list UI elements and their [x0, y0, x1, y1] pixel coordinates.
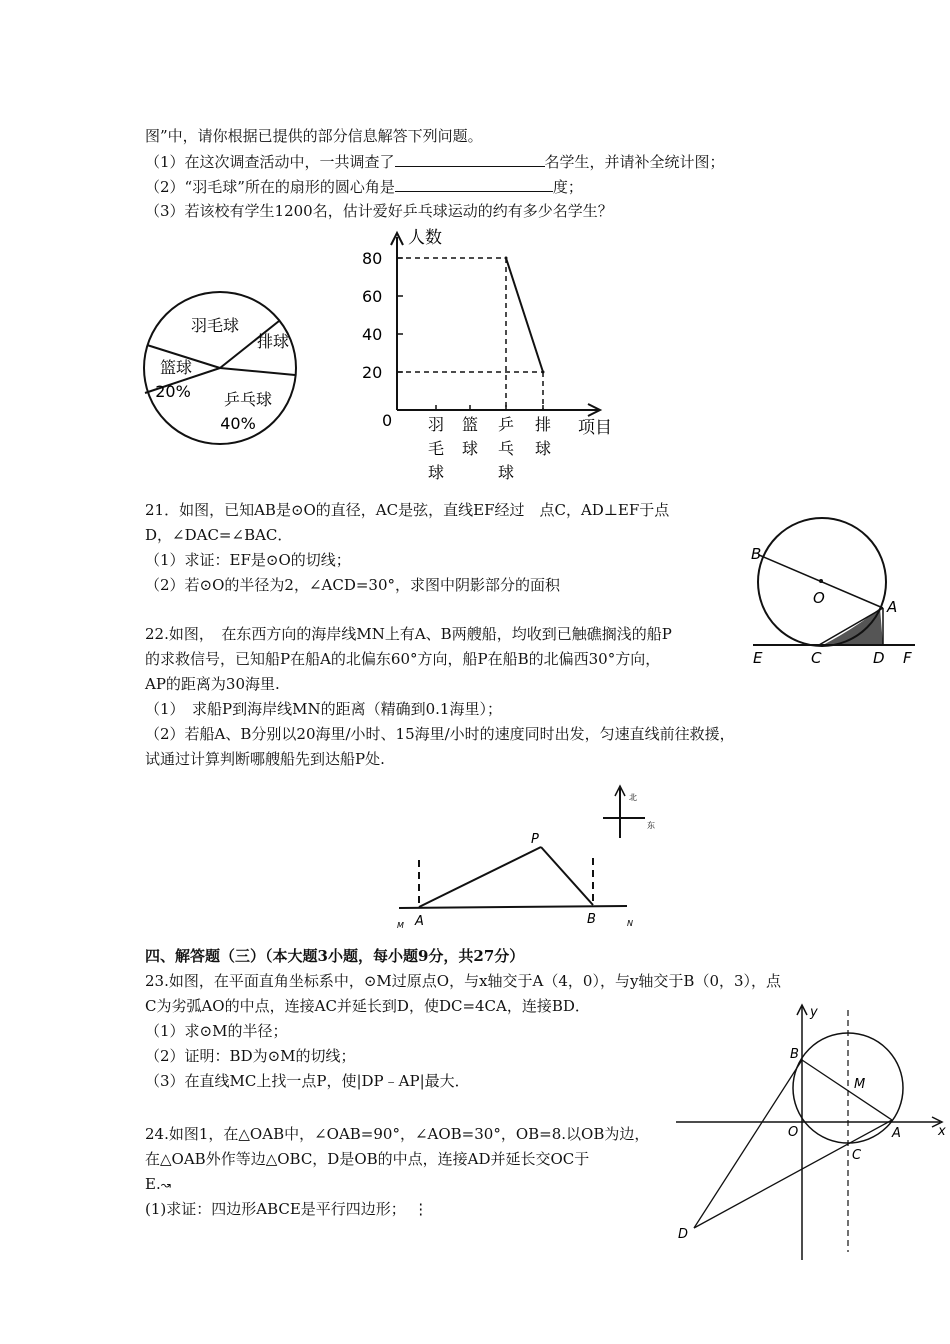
q24-part1: (1)求证：四边形ABCE是平行四边形； ⋮: [145, 1200, 429, 1218]
pie-label-volleyball: 排球: [256, 332, 290, 351]
q23-part1: （1）求⊙M的半径；: [145, 1022, 288, 1040]
label-p: P: [531, 832, 539, 847]
label-n: N: [627, 919, 633, 928]
label-f: F: [903, 649, 912, 667]
label-a: A: [892, 1126, 901, 1141]
label-m: M: [854, 1077, 866, 1092]
segment-ap: [419, 847, 541, 907]
q22-line1: 22.如图， 在东西方向的海岸线MN上有A、B两艘船，均收到已触礁搁浅的船P: [145, 625, 672, 643]
y-tick-label: 0: [382, 411, 393, 430]
pie-percent-pingpong: 40%: [220, 414, 256, 433]
q23-line2: C为劣弧AO的中点，连接AC并延长到D，使DC=4CA，连接BD．: [145, 997, 590, 1015]
label-o: O: [788, 1125, 799, 1140]
compass-east-label: 东: [647, 821, 655, 830]
q21-line1: 21．如图，已知AB是⊙O的直径，AC是弦，直线EF经过 点C，AD⊥EF于点: [145, 501, 670, 519]
q22-figure: [395, 780, 675, 940]
label-c: C: [852, 1148, 862, 1163]
data-line: [506, 258, 543, 372]
x-tick-label: 毛: [428, 439, 445, 458]
pie-divider: [220, 368, 295, 375]
q21-line2: D，∠DAC=∠BAC．: [145, 526, 293, 544]
x-tick-label: 球: [462, 439, 479, 458]
label-b: B: [790, 1047, 799, 1062]
y-tick-label: 20: [362, 363, 383, 382]
label-b: B: [587, 912, 596, 927]
x-tick-label: 篮: [462, 415, 479, 434]
segment-bp: [541, 847, 593, 905]
x-tick-label: 排: [535, 415, 552, 434]
pie-label-badminton: 羽毛球: [190, 316, 240, 335]
x-tick-label: 羽: [428, 415, 445, 434]
q23-line1: 23.如图，在平面直角坐标系中，⊙M过原点O，与x轴交于A（4，0），与y轴交于B（0，3），点: [145, 972, 782, 990]
q22-line2: 的求救信号，已知船P在船A的北偏东60°方向，船P在船B的北偏西30°方向，: [145, 650, 661, 668]
pie-chart: [143, 283, 313, 453]
q23-part2: （2）证明：BD为⊙M的切线；: [145, 1047, 356, 1065]
q21-figure: [745, 515, 945, 675]
label-y: y: [810, 1005, 818, 1020]
label-b: B: [751, 545, 762, 563]
pie-percent-basketball: 20%: [155, 382, 191, 401]
q20-part1: （1）在这次调查活动中，一共调查了 名学生，并请补全统计图；: [145, 153, 725, 171]
data-point: [542, 371, 545, 374]
label-d: D: [678, 1227, 689, 1242]
x-tick-label: 乓: [498, 439, 515, 458]
label-m: M: [397, 921, 404, 930]
section-heading: 四、解答题（三）（本大题3小题，每小题9分，共27分）: [145, 947, 525, 965]
q24-line1: 24.如图1，在△OAB中，∠OAB=90°，∠AOB=30°，OB=8.以OB为边，: [145, 1125, 650, 1143]
y-tick-label: 80: [362, 249, 383, 268]
x-tick-label: 球: [498, 463, 515, 482]
x-tick-label: 球: [428, 463, 445, 482]
circle-m: [793, 1033, 903, 1143]
pie-label-pingpong: 乒乓球: [223, 390, 273, 409]
q21-part1: （1）求证：EF是⊙O的切线；: [145, 551, 351, 569]
line-chart: [360, 225, 660, 485]
label-c: C: [811, 649, 822, 667]
q20-part2: （2）“羽毛球”所在的扇形的圆心角是 度；: [145, 178, 583, 196]
label-a: A: [415, 914, 424, 929]
q20-intro: 图”中，请你根据已提供的部分信息解答下列问题。: [145, 127, 483, 145]
compass-north-label: 北: [629, 793, 637, 802]
coastline-mn: [399, 906, 627, 908]
answer-blank[interactable]: [395, 176, 553, 192]
label-a: A: [887, 598, 898, 616]
data-point: [505, 257, 508, 260]
center-dot: [819, 579, 823, 583]
label-d: D: [873, 649, 885, 667]
q24-line2: 在△OAB外作等边△OBC，D是OB的中点，连接AD并延长交OC于: [145, 1150, 590, 1168]
q23-figure: [670, 1002, 950, 1262]
q22-part1: （1） 求船P到海岸线MN的距离（精确到0.1海里）；: [145, 700, 502, 718]
q21-part2: （2）若⊙O的半径为2，∠ACD=30°，求图中阴影部分的面积: [145, 576, 561, 594]
x-tick-label: 乒: [498, 415, 515, 434]
q20-part3: （3）若该校有学生1200名，估计爱好乒乓球运动的约有多少名学生？: [145, 202, 613, 220]
q24-line3: E.↝: [145, 1175, 171, 1193]
q23-part3: （3）在直线MC上找一点P，使|DP﹣AP|最大．: [145, 1072, 470, 1090]
x-axis-label: 项目: [578, 418, 612, 438]
label-e: E: [753, 649, 763, 667]
scribble-icon: ↝: [160, 1178, 171, 1192]
answer-blank[interactable]: [395, 151, 545, 167]
segment-bd: [694, 1060, 802, 1228]
y-axis-label: 人数: [408, 228, 442, 248]
segment-ba: [802, 1060, 892, 1120]
label-o: O: [813, 589, 825, 607]
y-tick-label: 60: [362, 287, 383, 306]
q22-line3: AP的距离为30海里.: [145, 675, 280, 693]
label-x: x: [938, 1124, 946, 1139]
y-tick-label: 40: [362, 325, 383, 344]
q22-part2-cont: 试通过计算判断哪艘船先到达船P处.: [145, 750, 385, 768]
x-tick-label: 球: [535, 439, 552, 458]
pie-label-basketball: 篮球: [159, 358, 193, 377]
q22-part2: （2）若船A、B分别以20海里/小时、15海里/小时的速度同时出发，匀速直线前往救援，: [145, 725, 735, 743]
